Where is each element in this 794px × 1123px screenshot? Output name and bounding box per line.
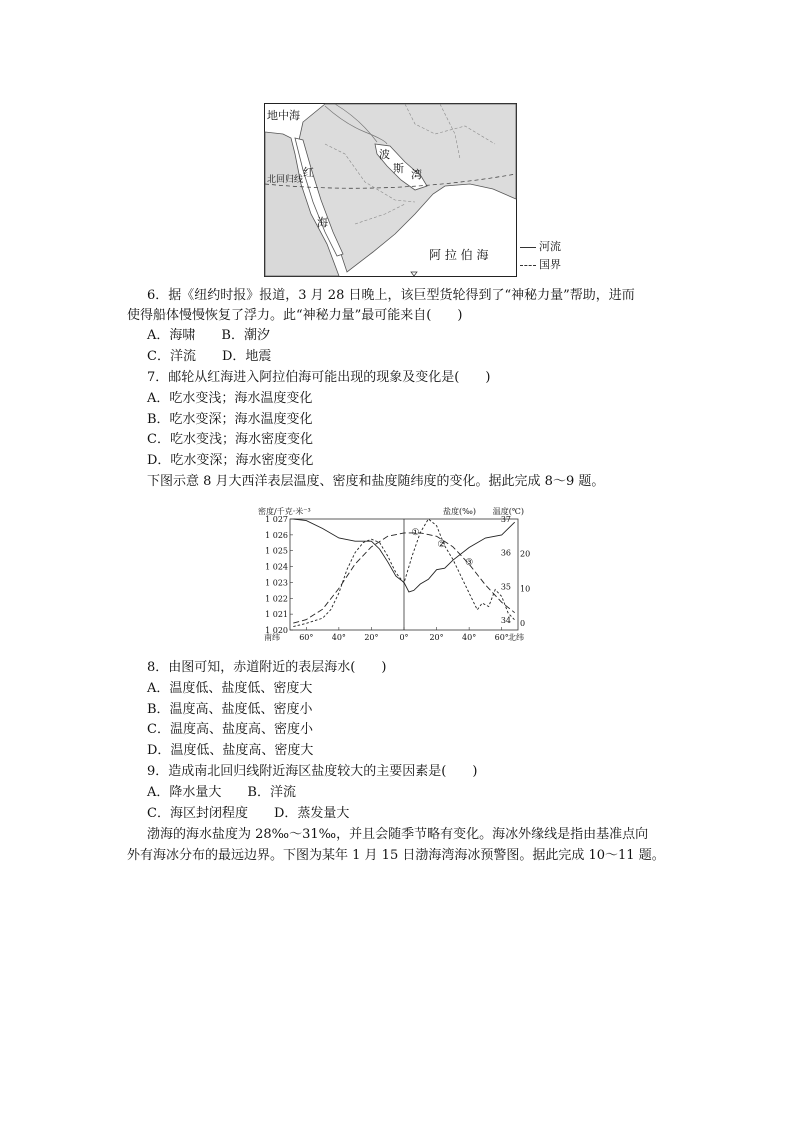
q8-option-a: A．温度低、盐度低、密度大 [147,681,313,696]
gulf-label-3: 湾 [411,168,422,181]
gulf-label-2: 斯 [393,162,404,175]
mediterranean-label: 地中海 [267,109,300,122]
density-tick-1: 1 026 [265,530,288,540]
q8-stem: 8．由图可知，赤道附近的表层海水( ) [147,660,387,675]
chart-svg [256,505,531,653]
legend-river-label: 河流 [539,240,561,253]
x-tick-5: 40° [462,633,477,642]
series-marker-3: ③ [465,558,474,568]
x-tick-6: 60° [494,633,509,642]
q7-option-a: A．吃水变浅；海水温度变化 [147,391,313,406]
q9-options-cd: C．海区封闭程度 D．蒸发量大 [147,806,350,821]
density-tick-4: 1 023 [265,578,288,588]
x-tick-4: 20° [429,633,444,642]
series-marker-1: ① [411,528,420,538]
density-tick-7: 1 020 [265,626,288,635]
q9-options-ab: A．降水量大 B．洋流 [147,785,296,800]
x-tick-2: 20° [364,633,379,642]
q8-option-b: B．温度高、盐度低、密度小 [147,702,313,717]
q6-stem-2: 使得船体慢慢恢复了浮力。此“神秘力量”最可能来自( ) [127,308,463,323]
q6-options-cd: C．洋流 D．地震 [147,349,272,364]
temperature-tick-2: 0 [520,619,526,629]
red-sea-label-2: 海 [317,216,328,229]
q7-option-c: C．吃水变浅；海水密度变化 [147,432,313,447]
x-tick-1: 40° [331,633,346,642]
q6-stem-1: 6．据《纽约时报》报道，3 月 28 日晚上，该巨型货轮得到了“神秘力量”帮助，进而 [147,288,635,303]
tropic-label: 北回归线 [267,175,304,185]
series-marker-2: ② [437,540,446,550]
border-line-icon [520,265,536,266]
gulf-label-1: 波 [379,148,390,161]
q7-option-b: B．吃水变深；海水温度变化 [147,412,313,427]
legend-river [520,238,561,256]
arabian-peninsula-map [264,103,517,277]
legend-border [520,256,561,274]
density-tick-3: 1 024 [265,562,288,572]
q7-stem: 7．邮轮从红海进入阿拉伯海可能出现的现象及变化是( ) [147,370,491,385]
atlantic-chart [256,505,531,653]
q8-option-d: D．温度低、盐度高、密度大 [147,743,314,758]
arabian-sea-label: 阿 拉 伯 海 [429,248,489,262]
salinity-tick-2: 35 [500,582,511,592]
temperature-axis-title: 温度(℃) [492,507,524,516]
salinity-tick-3: 34 [500,615,511,625]
river-line-icon [520,247,536,248]
x-tick-3: 0° [399,633,409,642]
x-tick-0: 60° [299,633,314,642]
intro-10-11-line-1: 渤海的海水盐度为 28‰～31‰，并且会随季节略有变化。海冰外缘线是指由基准点向 [147,827,649,842]
q7-option-d: D．吃水变深；海水密度变化 [147,453,314,468]
temperature-tick-0: 20 [520,549,531,559]
density-tick-6: 1 021 [265,610,288,620]
intro-8-9: 下图示意 8 月大西洋表层温度、密度和盐度随纬度的变化。据此完成 8～9 题。 [147,474,605,489]
intro-10-11-line-2: 外有海冰分布的最远边界。下图为某年 1 月 15 日渤海湾海冰预警图。据此完成 10～11 题。 [127,848,665,863]
x-label-north: 北纬 [508,633,524,642]
salinity-tick-0: 37 [500,515,511,524]
q8-option-c: C．温度高、盐度高、密度小 [147,722,313,737]
salinity-axis-title: 盐度(‰) [443,507,476,516]
x-label-south: 南纬 [264,633,280,642]
density-axis-title: 密度/千克·米⁻³ [258,507,311,516]
q9-stem: 9．造成南北回归线附近海区盐度较大的主要因素是( ) [147,764,478,779]
density-tick-5: 1 022 [265,594,288,604]
legend-border-label: 国界 [539,258,561,271]
salinity-tick-1: 36 [500,548,511,558]
map-legend [520,238,561,274]
q6-options-ab: A．海啸 B．潮汐 [147,328,270,343]
temperature-tick-1: 10 [520,584,531,594]
density-tick-0: 1 027 [265,515,288,524]
density-tick-2: 1 025 [265,546,288,556]
red-sea-label-1: 红 [303,166,314,179]
